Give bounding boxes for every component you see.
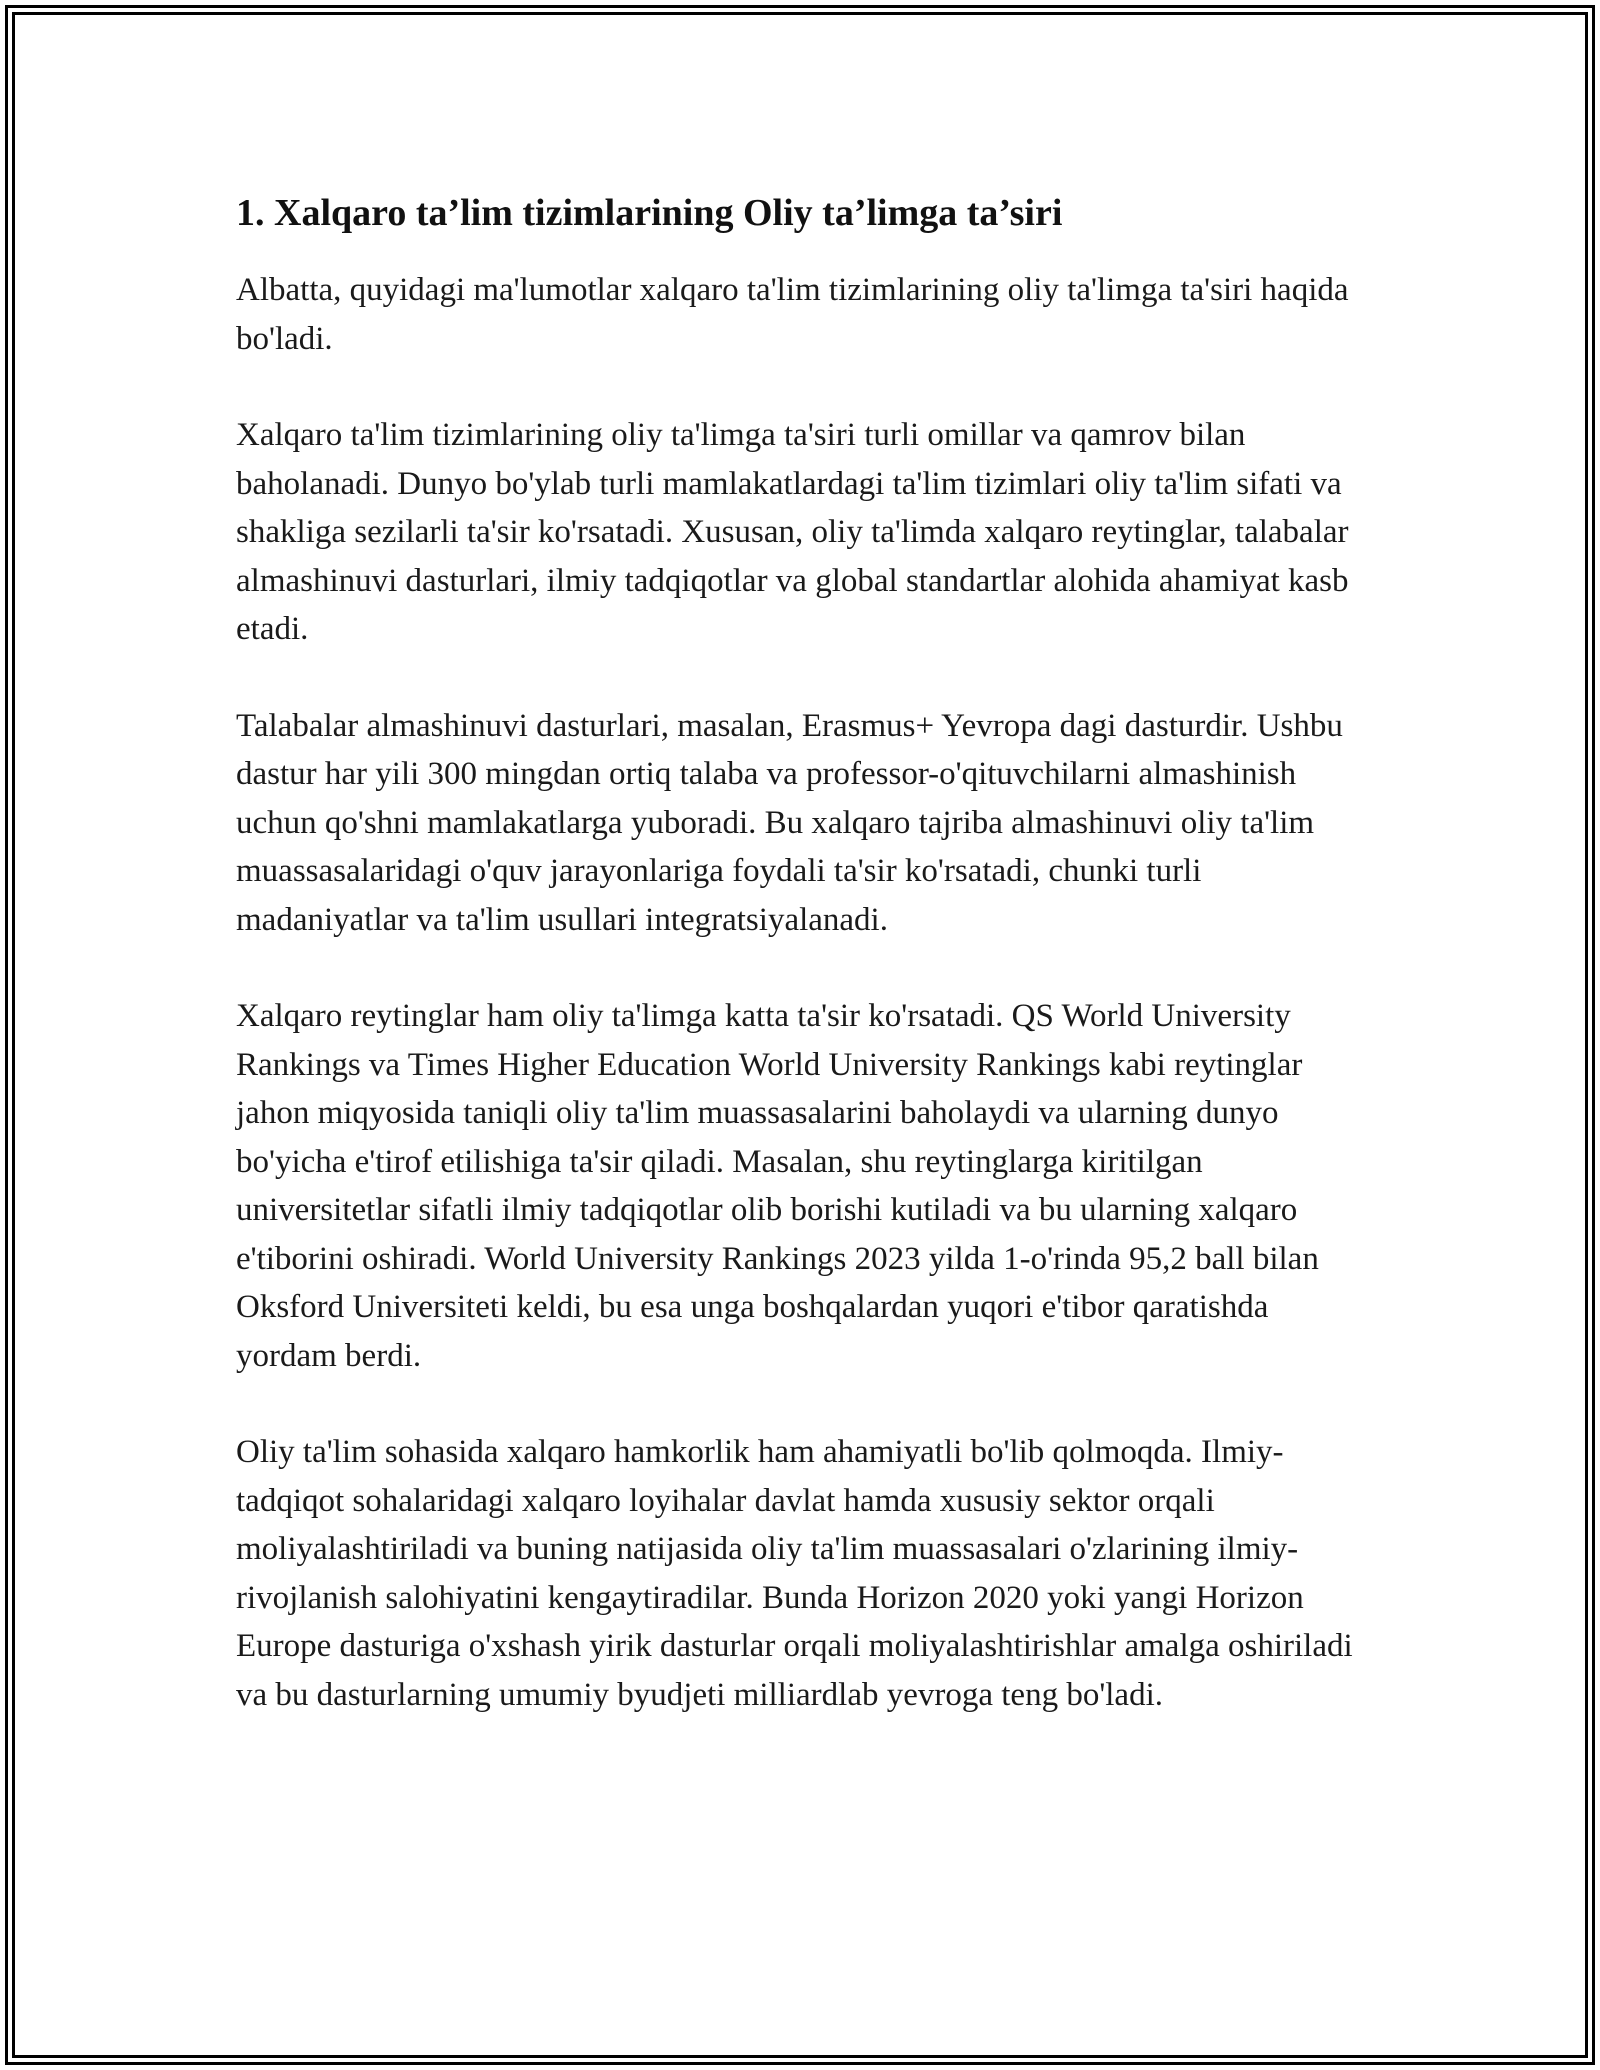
paragraph-intro: Albatta, quyidagi ma'lumotlar xalqaro ta'lim tizimlarining oliy ta'limga ta'siri haqida bo'ladi. bbox=[236, 272, 1349, 357]
document-body bbox=[236, 188, 1376, 1767]
paragraph-rankings: Xalqaro reytinglar ham oliy ta'limga katta ta'sir ko'rsatadi. QS World University Rankings va Times Higher Education World University Rankings kabi reytinglar jahon miqyosida taniqli oliy ta'lim muassasalarini baholaydi va ularning dunyo bo'yicha e'tirof etilishiga ta'sir qiladi. Masalan, shu reytinglarga kiritilgan universitetlar sifatli ilmiy tadqiqotlar olib borishi kutiladi va bu ularning xalqaro e'tiborini oshiradi. World University Rankings 2023 yilda 1-o'rinda 95,2 ball bilan Oksford Universiteti keldi, bu esa unga boshqalardan yuqori e'tibor qaratishda yordam berdi. bbox=[236, 998, 1319, 1374]
paragraph-exchange-programs: Talabalar almashinuvi dasturlari, masalan, Erasmus+ Yevropa dagi dasturdir. Ushbu dastur har yili 300 mingdan ortiq talaba va professor-o'qituvchilarni almashinish uchun qo'shni mamlakatlarga yuboradi. Bu xalqaro tajriba almashinuvi oliy ta'lim muassasalaridagi o'quv jarayonlariga foydali ta'sir ko'rsatadi, chunki turli madaniyatlar va ta'lim usullari integratsiyalanadi. bbox=[236, 707, 1343, 938]
paragraph-cooperation: Oliy ta'lim sohasida xalqaro hamkorlik ham ahamiyatli bo'lib qolmoqda. Ilmiy-tadqiqot sohalaridagi xalqaro loyihalar davlat hamda xususiy sektor orqali moliyalashtiriladi va buning natijasida oliy ta'lim muassasalari o'zlarining ilmiy-rivojlanish salohiyatini kengaytiradilar. Bunda Horizon 2020 yoki yangi Horizon Europe dasturiga o'xshash yirik dasturlar orqali moliyalashtirishlar amalga oshiriladi va bu dasturlarning umumiy byudjeti milliardlab yevroga teng bo'ladi. bbox=[236, 1434, 1353, 1713]
document-title: 1. Xalqaro ta’lim tizimlarining Oliy ta’limga ta’siri bbox=[236, 192, 1063, 234]
paragraph-overview: Xalqaro ta'lim tizimlarining oliy ta'limga ta'siri turli omillar va qamrov bilan baholanadi. Dunyo bo'ylab turli mamlakatlardagi ta'lim tizimlari oliy ta'lim sifati va shakliga sezilarli ta'sir ko'rsatadi. Xususan, oliy ta'limda xalqaro reytinglar, talabalar almashinuvi dasturlari, ilmiy tadqiqotlar va global standartlar alohida ahamiyat kasb etadi. bbox=[236, 417, 1349, 647]
